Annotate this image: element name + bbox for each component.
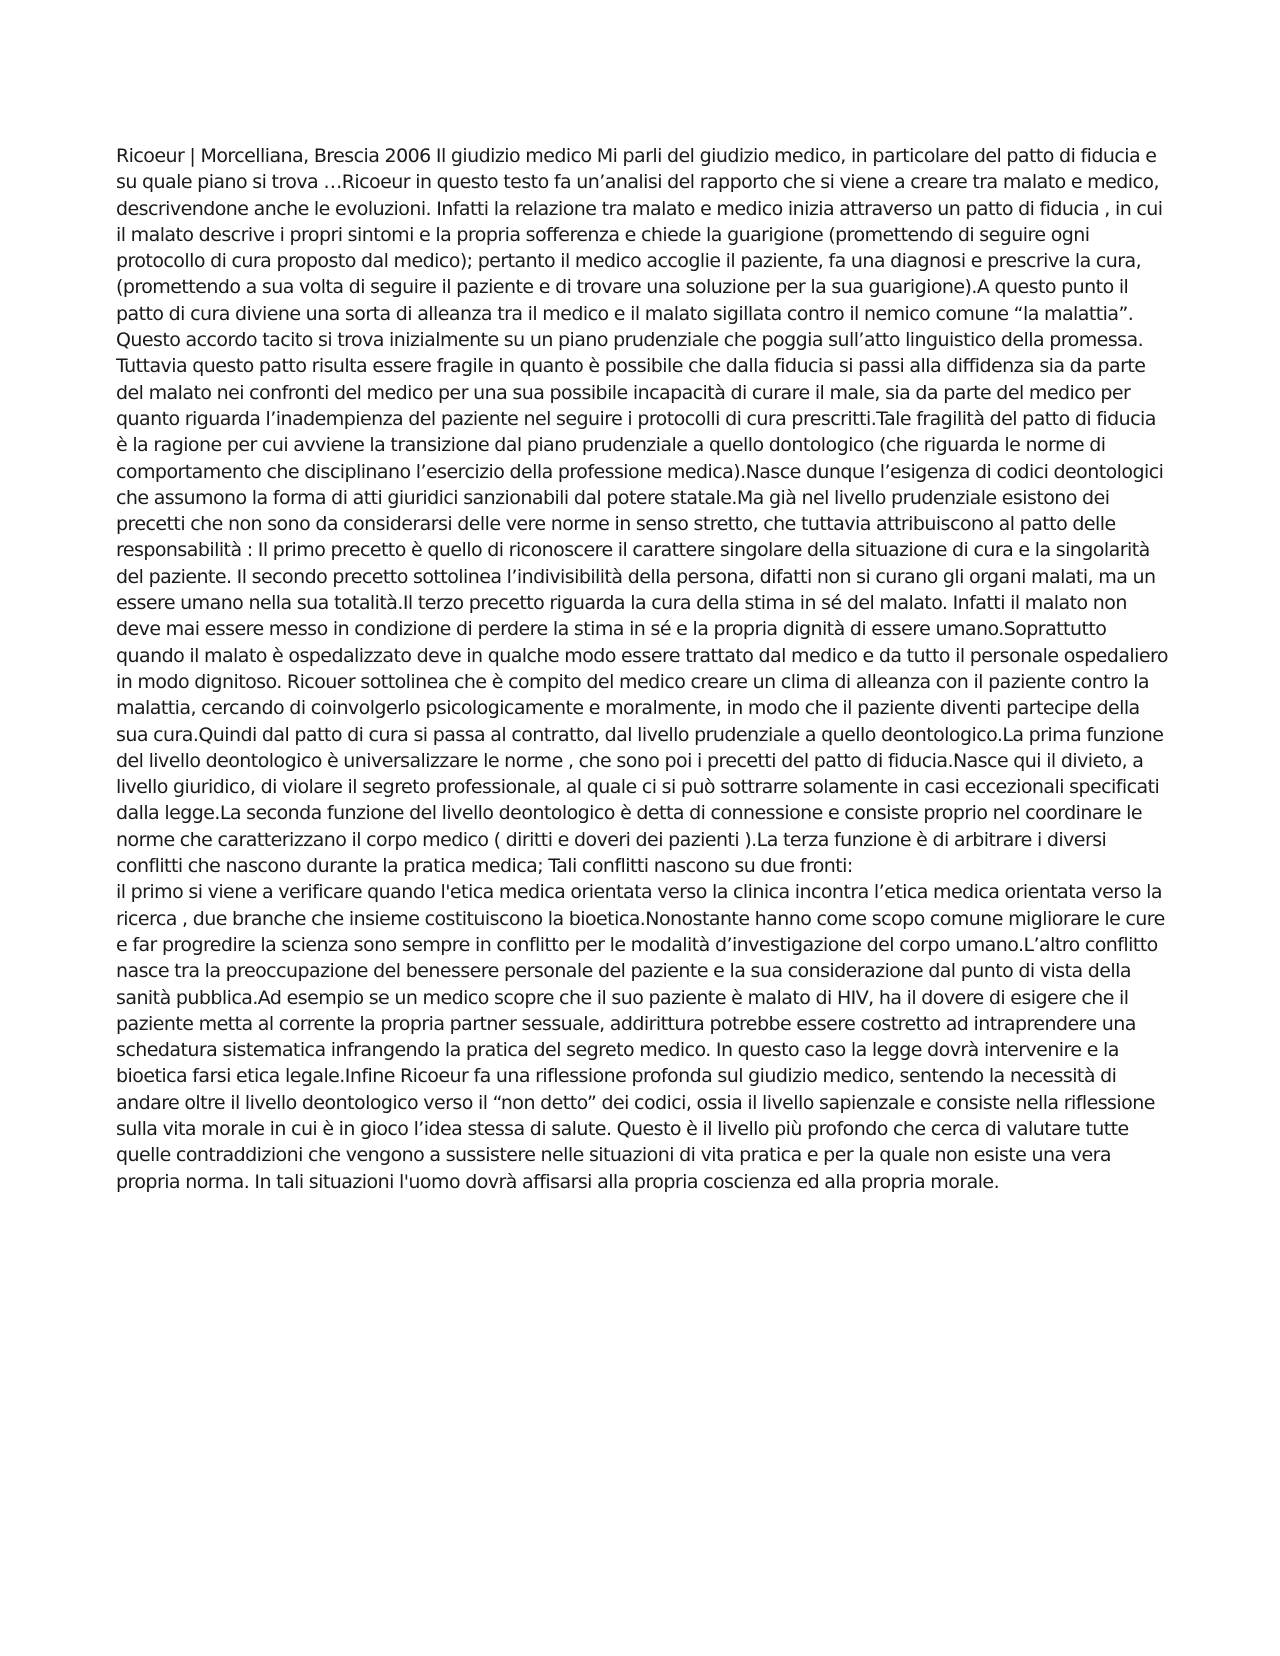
body-paragraph-1: Ricoeur | Morcelliana, Brescia 2006 Il giudizio medico Mi parli del giudizio medico, in particolare del patto di fiducia e su quale piano si trova …Ricoeur in questo testo fa un’analisi del rapporto che si viene a creare tra malato e medico, descrivendone anche le evoluzioni. Infatti la relazione tra malato e medico inizia attraverso un patto di fiducia , in cui il malato descrive i propri sintomi e la propria sofferenza e chiede la guarigione (promettendo di seguire ogni protocollo di cura proposto dal medico); pertanto il medico accoglie il paziente, fa una diagnosi e prescrive la cura, (promettendo a sua volta di seguire il paziente e di trovare una soluzione per la sua guarigione).A questo punto il patto di cura diviene una sorta di alleanza tra il medico e il malato sigillata contro il nemico comune “la malattia”. Questo accordo tacito si trova inizialmente su un piano prudenziale che poggia sull’atto linguistico della promessa. Tuttavia questo patto risulta essere fragile in quanto è possibile che dalla fiducia si passi alla diffidenza sia da parte del malato nei confronti del medico per una sua possibile incapacità di curare il male, sia da parte del medico per quanto riguarda l’inadempienza del paziente nel seguire i protocolli di cura prescritti.Tale fragilità del patto di fiducia è la ragione per cui avviene la transizione dal piano prudenziale a quello dontologico (che riguarda le norme di comportamento che disciplinano l’esercizio della professione medica).Nasce dunque l’esigenza di codici deontologici che assumono la forma di atti giuridici sanzionabili dal potere statale.Ma già nel livello prudenziale esistono dei precetti che non sono da considerarsi delle vere norme in senso stretto, che tuttavia attribuiscono al patto delle responsabilità : Il primo precetto è quello di riconoscere il carattere singolare della situazione di cura e la singolarità del paziente. Il secondo precetto sottolinea l’indivisibilità della persona, difatti non si curano gli organi malati, ma un essere umano nella sua totalità.Il terzo precetto riguarda la cura della stima in sé del malato. Infatti il malato non deve mai essere messo in condizione di perdere la stima in sé e la propria dignità di essere umano.Soprattutto quando il malato è ospedalizzato deve in qualche modo essere trattato dal medico e da tutto il personale ospedaliero in modo dignitoso. Ricouer sottolinea che è compito del medico creare un clima di alleanza con il paziente contro la malattia, cercando di coinvolgerlo psicologicamente e moralmente, in modo che il paziente diventi partecipe della sua cura.Quindi dal patto di cura si passa al contratto, dal livello prudenziale a quello deontologico.La prima funzione del livello deontologico è universalizzare le norme , che sono poi i precetti del patto di fiducia.Nasce qui il divieto, a livello giuridico, di violare il segreto professionale, al quale ci si può sottrarre solamente in casi eccezionali specificati dalla legge.La seconda funzione del livello deontologico è detta di connessione e consiste proprio nel coordinare le norme che caratterizzano il corpo medico ( diritti e doveri dei pazienti ).La terza funzione è di arbitrare i diversi conflitti che nascono durante la pratica medica; Tali conflitti nascono su due fronti: bbox=[116, 145, 1168, 878]
body-paragraph-2: il primo si viene a verificare quando l'etica medica orientata verso la clinica incontra l’etica medica orientata verso la ricerca , due branche che insieme costituiscono la bioetica.Nonostante hanno come scopo comune migliorare le cure e far progredire la scienza sono sempre in conflitto per le modalità d’investigazione del corpo umano.L’altro conflitto nasce tra la preoccupazione del benessere personale del paziente e la sua considerazione dal punto di vista della sanità pubblica.Ad esempio se un medico scopre che il suo paziente è malato di HIV, ha il dovere di esigere che il paziente metta al corrente la propria partner sessuale, addirittura potrebbe essere costretto ad intraprendere una schedatura sistematica infrangendo la pratica del segreto medico. In questo caso la legge dovrà intervenire e la bioetica farsi etica legale.Infine Ricoeur fa una riflessione profonda sul giudizio medico, sentendo la necessità di andare oltre il livello deontologico verso il “non detto” dei codici, ossia il livello sapienzale e consiste nella riflessione sulla vita morale in cui è in gioco l’idea stessa di salute. Questo è il livello più profondo che cerca di valutare tutte quelle contraddizioni che vengono a sussistere nelle situazioni di vita pratica e per la quale non esiste una vera propria norma. In tali situazioni l'uomo dovrà affisarsi alla propria coscienza ed alla propria morale. bbox=[116, 881, 1165, 1193]
document-body bbox=[116, 143, 1168, 1195]
